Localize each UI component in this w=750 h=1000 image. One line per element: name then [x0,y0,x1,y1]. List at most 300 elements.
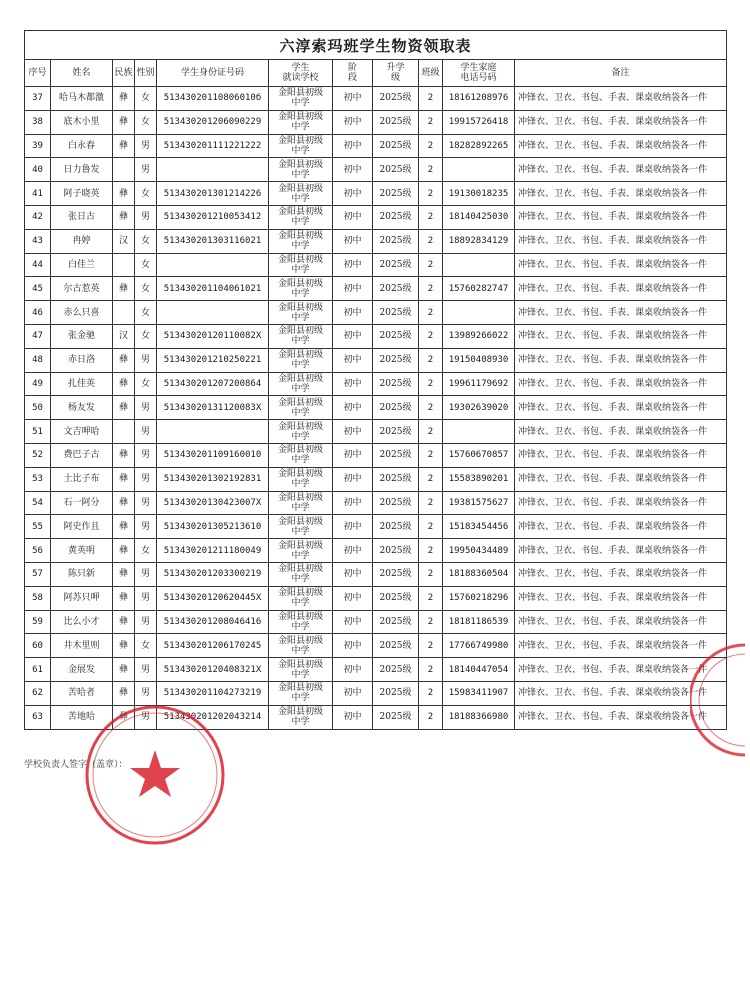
row-gender: 男 [135,658,157,682]
row-gender: 男 [135,467,157,491]
row-grade: 2025级 [373,372,419,396]
row-id-number: 513430201206170245 [157,634,269,658]
row-class: 2 [419,348,443,372]
row-stage: 初中 [333,348,373,372]
row-ethnicity: 汉 [113,324,135,348]
row-school: 金阳县初级 中学 [269,610,333,634]
table-row [25,348,727,372]
row-school: 金阳县初级 中学 [269,301,333,325]
row-school: 金阳县初级 中学 [269,634,333,658]
row-id-number: 513430201207200864 [157,372,269,396]
header-phone: 学生家庭 电话号码 [443,60,515,87]
row-name: 阿苏只呷 [51,586,113,610]
row-id-number: 51343020120408321X [157,658,269,682]
header-stage: 阶 段 [333,60,373,87]
row-seq: 60 [25,634,51,658]
row-ethnicity: 彝 [113,443,135,467]
row-class: 2 [419,324,443,348]
row-remark: 冲锋衣、卫衣、书包、手表、课桌收纳袋各一件 [515,182,727,206]
row-remark: 冲锋衣、卫衣、书包、手表、课桌收纳袋各一件 [515,705,727,729]
row-gender: 男 [135,515,157,539]
row-school: 金阳县初级 中学 [269,87,333,111]
row-stage: 初中 [333,443,373,467]
row-grade: 2025级 [373,182,419,206]
row-seq: 40 [25,158,51,182]
table-row [25,205,727,229]
row-school: 金阳县初级 中学 [269,658,333,682]
table-row [25,539,727,563]
row-school: 金阳县初级 中学 [269,134,333,158]
row-remark: 冲锋衣、卫衣、书包、手表、课桌收纳袋各一件 [515,562,727,586]
row-seq: 44 [25,253,51,277]
row-class: 2 [419,134,443,158]
header-ethnicity: 民族 [113,60,135,87]
edge-seal [690,640,750,760]
row-school: 金阳县初级 中学 [269,253,333,277]
row-class: 2 [419,420,443,444]
row-remark: 冲锋衣、卫衣、书包、手表、课桌收纳袋各一件 [515,491,727,515]
row-id-number: 513430201302192831 [157,467,269,491]
row-seq: 56 [25,539,51,563]
row-school: 金阳县初级 中学 [269,158,333,182]
row-id-number [157,420,269,444]
row-stage: 初中 [333,562,373,586]
table-row [25,491,727,515]
row-school: 金阳县初级 中学 [269,324,333,348]
row-grade: 2025级 [373,134,419,158]
row-gender: 女 [135,372,157,396]
row-phone [443,158,515,182]
row-phone: 15760282747 [443,277,515,301]
row-phone: 19961179692 [443,372,515,396]
row-name: 黄英明 [51,539,113,563]
row-ethnicity: 彝 [113,467,135,491]
row-school: 金阳县初级 中学 [269,420,333,444]
row-name: 费巴子古 [51,443,113,467]
row-remark: 冲锋衣、卫衣、书包、手表、课桌收纳袋各一件 [515,396,727,420]
row-name: 日力鲁发 [51,158,113,182]
row-id-number [157,301,269,325]
header-school: 学生 就读学校 [269,60,333,87]
row-ethnicity: 彝 [113,110,135,134]
row-stage: 初中 [333,205,373,229]
row-grade: 2025级 [373,205,419,229]
row-seq: 57 [25,562,51,586]
row-class: 2 [419,205,443,229]
row-grade: 2025级 [373,610,419,634]
row-grade: 2025级 [373,420,419,444]
row-phone: 15760218296 [443,586,515,610]
row-gender: 男 [135,491,157,515]
row-remark: 冲锋衣、卫衣、书包、手表、课桌收纳袋各一件 [515,539,727,563]
row-remark: 冲锋衣、卫衣、书包、手表、课桌收纳袋各一件 [515,229,727,253]
row-gender: 男 [135,443,157,467]
row-seq: 53 [25,467,51,491]
table-row [25,110,727,134]
row-class: 2 [419,539,443,563]
row-seq: 47 [25,324,51,348]
row-stage: 初中 [333,110,373,134]
row-grade: 2025级 [373,586,419,610]
row-id-number: 513430201104061021 [157,277,269,301]
row-seq: 38 [25,110,51,134]
row-name: 白佳兰 [51,253,113,277]
table-row [25,277,727,301]
row-remark: 冲锋衣、卫衣、书包、手表、课桌收纳袋各一件 [515,87,727,111]
row-name: 赤么只喜 [51,301,113,325]
table-row [25,634,727,658]
row-remark: 冲锋衣、卫衣、书包、手表、课桌收纳袋各一件 [515,253,727,277]
material-table [24,30,727,730]
row-gender: 男 [135,205,157,229]
row-name: 阿史作且 [51,515,113,539]
row-id-number: 51343020120620445X [157,586,269,610]
row-id-number: 51343020120110082X [157,324,269,348]
row-grade: 2025级 [373,658,419,682]
row-grade: 2025级 [373,491,419,515]
row-ethnicity: 彝 [113,515,135,539]
row-grade: 2025级 [373,396,419,420]
header-id: 学生身份证号码 [157,60,269,87]
row-remark: 冲锋衣、卫衣、书包、手表、课桌收纳袋各一件 [515,277,727,301]
row-name: 扎佳英 [51,372,113,396]
table-row [25,396,727,420]
row-school: 金阳县初级 中学 [269,515,333,539]
row-ethnicity: 彝 [113,586,135,610]
row-seq: 61 [25,658,51,682]
row-phone: 19915726418 [443,110,515,134]
row-grade: 2025级 [373,253,419,277]
row-stage: 初中 [333,634,373,658]
row-school: 金阳县初级 中学 [269,348,333,372]
table-header [25,60,727,87]
table-row [25,87,727,111]
row-name: 张金驰 [51,324,113,348]
row-phone: 15183454456 [443,515,515,539]
row-stage: 初中 [333,539,373,563]
row-phone: 19130018235 [443,182,515,206]
row-id-number: 513430201211180049 [157,539,269,563]
row-seq: 48 [25,348,51,372]
row-seq: 59 [25,610,51,634]
row-seq: 50 [25,396,51,420]
row-class: 2 [419,301,443,325]
row-class: 2 [419,491,443,515]
row-ethnicity: 彝 [113,134,135,158]
row-name: 底木小里 [51,110,113,134]
row-stage: 初中 [333,87,373,111]
row-stage: 初中 [333,681,373,705]
row-name: 杨友发 [51,396,113,420]
row-seq: 43 [25,229,51,253]
row-class: 2 [419,396,443,420]
row-remark: 冲锋衣、卫衣、书包、手表、课桌收纳袋各一件 [515,348,727,372]
row-seq: 54 [25,491,51,515]
row-seq: 52 [25,443,51,467]
row-grade: 2025级 [373,277,419,301]
row-phone: 18282892265 [443,134,515,158]
row-phone: 19150408930 [443,348,515,372]
row-grade: 2025级 [373,539,419,563]
row-seq: 49 [25,372,51,396]
row-gender: 女 [135,87,157,111]
row-ethnicity: 彝 [113,491,135,515]
row-remark: 冲锋衣、卫衣、书包、手表、课桌收纳袋各一件 [515,443,727,467]
row-name: 哈马木都激 [51,87,113,111]
row-ethnicity: 彝 [113,277,135,301]
table-row [25,324,727,348]
row-school: 金阳县初级 中学 [269,110,333,134]
row-stage: 初中 [333,491,373,515]
row-name: 石一阿分 [51,491,113,515]
row-id-number: 51343020110806010б [157,87,269,111]
row-name: 尔古惹英 [51,277,113,301]
row-gender: 女 [135,182,157,206]
row-grade: 2025级 [373,229,419,253]
row-gender: 女 [135,324,157,348]
row-class: 2 [419,634,443,658]
row-school: 金阳县初级 中学 [269,372,333,396]
row-stage: 初中 [333,420,373,444]
row-school: 金阳县初级 中学 [269,491,333,515]
row-ethnicity: 彝 [113,562,135,586]
row-class: 2 [419,87,443,111]
row-stage: 初中 [333,253,373,277]
row-ethnicity: 彝 [113,658,135,682]
table-body [25,87,727,730]
row-stage: 初中 [333,610,373,634]
row-ethnicity: 彝 [113,539,135,563]
row-class: 2 [419,158,443,182]
row-class: 2 [419,253,443,277]
row-remark: 冲锋衣、卫衣、书包、手表、课桌收纳袋各一件 [515,658,727,682]
row-gender: 男 [135,348,157,372]
row-grade: 2025级 [373,110,419,134]
row-class: 2 [419,443,443,467]
row-stage: 初中 [333,586,373,610]
row-phone: 18188366980 [443,705,515,729]
page-title: 六淳索玛班学生物资领取表 [25,31,727,60]
row-seq: 42 [25,205,51,229]
row-stage: 初中 [333,134,373,158]
row-id-number: 513430201202043214 [157,705,269,729]
row-grade: 2025级 [373,324,419,348]
row-grade: 2025级 [373,87,419,111]
table-row [25,229,727,253]
row-class: 2 [419,586,443,610]
row-class: 2 [419,658,443,682]
row-school: 金阳县初级 中学 [269,277,333,301]
row-class: 2 [419,110,443,134]
row-gender: 男 [135,586,157,610]
row-stage: 初中 [333,658,373,682]
row-name: 冉婷 [51,229,113,253]
row-class: 2 [419,562,443,586]
header-name: 姓名 [51,60,113,87]
row-id-number [157,253,269,277]
row-school: 金阳县初级 中学 [269,681,333,705]
row-gender: 女 [135,301,157,325]
row-seq: 39 [25,134,51,158]
row-stage: 初中 [333,324,373,348]
row-remark: 冲锋衣、卫衣、书包、手表、课桌收纳袋各一件 [515,467,727,491]
row-phone: 19950434489 [443,539,515,563]
row-class: 2 [419,277,443,301]
row-gender: 女 [135,634,157,658]
table-row [25,562,727,586]
row-ethnicity: 彝 [113,372,135,396]
row-stage: 初中 [333,396,373,420]
row-grade: 2025级 [373,443,419,467]
row-phone: 18181186539 [443,610,515,634]
row-remark: 冲锋衣、卫衣、书包、手表、课桌收纳袋各一件 [515,301,727,325]
row-class: 2 [419,705,443,729]
row-stage: 初中 [333,229,373,253]
row-gender: 男 [135,420,157,444]
row-grade: 2025级 [373,705,419,729]
row-id-number: 513430201305213610 [157,515,269,539]
row-ethnicity: 彝 [113,396,135,420]
table-row [25,658,727,682]
table-row [25,182,727,206]
row-name: 陈只新 [51,562,113,586]
row-gender: 女 [135,277,157,301]
row-name: 张日古 [51,205,113,229]
row-name: 阿子晓英 [51,182,113,206]
row-id-number: 513430201203300219 [157,562,269,586]
row-seq: 58 [25,586,51,610]
row-id-number: 513430201210250221 [157,348,269,372]
row-phone: 17766749980 [443,634,515,658]
document-sheet [24,30,726,730]
row-school: 金阳县初级 中学 [269,586,333,610]
row-phone: 18188360504 [443,562,515,586]
row-gender: 男 [135,705,157,729]
row-stage: 初中 [333,705,373,729]
row-phone [443,253,515,277]
row-id-number: 513430201208046416 [157,610,269,634]
row-phone: 18892834129 [443,229,515,253]
row-name: 井木里则 [51,634,113,658]
row-id-number: 51343020131120083X [157,396,269,420]
row-gender: 女 [135,110,157,134]
row-phone: 15583890201 [443,467,515,491]
row-name: 苦哈者 [51,681,113,705]
row-seq: 37 [25,87,51,111]
row-school: 金阳县初级 中学 [269,182,333,206]
row-ethnicity [113,301,135,325]
row-stage: 初中 [333,372,373,396]
row-name: 苦地哈 [51,705,113,729]
row-class: 2 [419,229,443,253]
row-class: 2 [419,372,443,396]
row-remark: 冲锋衣、卫衣、书包、手表、课桌收纳袋各一件 [515,420,727,444]
row-remark: 冲锋衣、卫衣、书包、手表、课桌收纳袋各一件 [515,515,727,539]
row-seq: 46 [25,301,51,325]
row-phone: 18140425030 [443,205,515,229]
row-ethnicity: 彝 [113,634,135,658]
row-remark: 冲锋衣、卫衣、书包、手表、课桌收纳袋各一件 [515,324,727,348]
row-gender: 男 [135,396,157,420]
row-gender: 男 [135,610,157,634]
row-seq: 51 [25,420,51,444]
row-remark: 冲锋衣、卫衣、书包、手表、课桌收纳袋各一件 [515,681,727,705]
row-gender: 男 [135,681,157,705]
row-gender: 男 [135,134,157,158]
row-school: 金阳县初级 中学 [269,562,333,586]
row-gender: 男 [135,562,157,586]
row-ethnicity: 汉 [113,229,135,253]
row-remark: 冲锋衣、卫衣、书包、手表、课桌收纳袋各一件 [515,158,727,182]
row-seq: 55 [25,515,51,539]
row-seq: 41 [25,182,51,206]
row-gender: 女 [135,539,157,563]
row-phone: 13989266022 [443,324,515,348]
row-stage: 初中 [333,182,373,206]
row-phone: 15760670857 [443,443,515,467]
row-ethnicity: 彝 [113,87,135,111]
table-row [25,610,727,634]
table-row [25,515,727,539]
header-gender: 性别 [135,60,157,87]
row-name: 赤日洛 [51,348,113,372]
row-id-number [157,158,269,182]
row-school: 金阳县初级 中学 [269,396,333,420]
row-ethnicity: 彝 [113,681,135,705]
row-remark: 冲锋衣、卫衣、书包、手表、课桌收纳袋各一件 [515,205,727,229]
row-grade: 2025级 [373,515,419,539]
row-gender: 女 [135,229,157,253]
table-row [25,420,727,444]
row-school: 金阳县初级 中学 [269,229,333,253]
row-phone: 15983411907 [443,681,515,705]
row-phone: 18161208976 [443,87,515,111]
row-gender: 男 [135,158,157,182]
row-id-number: 513430201104273219 [157,681,269,705]
table-row [25,467,727,491]
row-ethnicity [113,253,135,277]
row-grade: 2025级 [373,348,419,372]
row-id-number: 513430201109160010 [157,443,269,467]
table-row [25,253,727,277]
row-name: 比么小才 [51,610,113,634]
row-class: 2 [419,681,443,705]
header-remark: 备注 [515,60,727,87]
row-stage: 初中 [333,277,373,301]
row-name: 土比子布 [51,467,113,491]
row-ethnicity [113,420,135,444]
row-class: 2 [419,467,443,491]
row-remark: 冲锋衣、卫衣、书包、手表、课桌收纳袋各一件 [515,586,727,610]
row-seq: 63 [25,705,51,729]
row-ethnicity: 彝 [113,182,135,206]
row-school: 金阳县初级 中学 [269,539,333,563]
row-name: 文吉呷哈 [51,420,113,444]
row-phone [443,301,515,325]
row-phone: 19302639020 [443,396,515,420]
seal-star-icon [130,750,180,797]
row-grade: 2025级 [373,681,419,705]
row-class: 2 [419,610,443,634]
row-ethnicity: 彝 [113,610,135,634]
table-row [25,158,727,182]
row-grade: 2025级 [373,301,419,325]
header-grade: 升学 级 [373,60,419,87]
row-grade: 2025级 [373,467,419,491]
row-seq: 62 [25,681,51,705]
row-id-number: 513430201303116021 [157,229,269,253]
table-row [25,586,727,610]
